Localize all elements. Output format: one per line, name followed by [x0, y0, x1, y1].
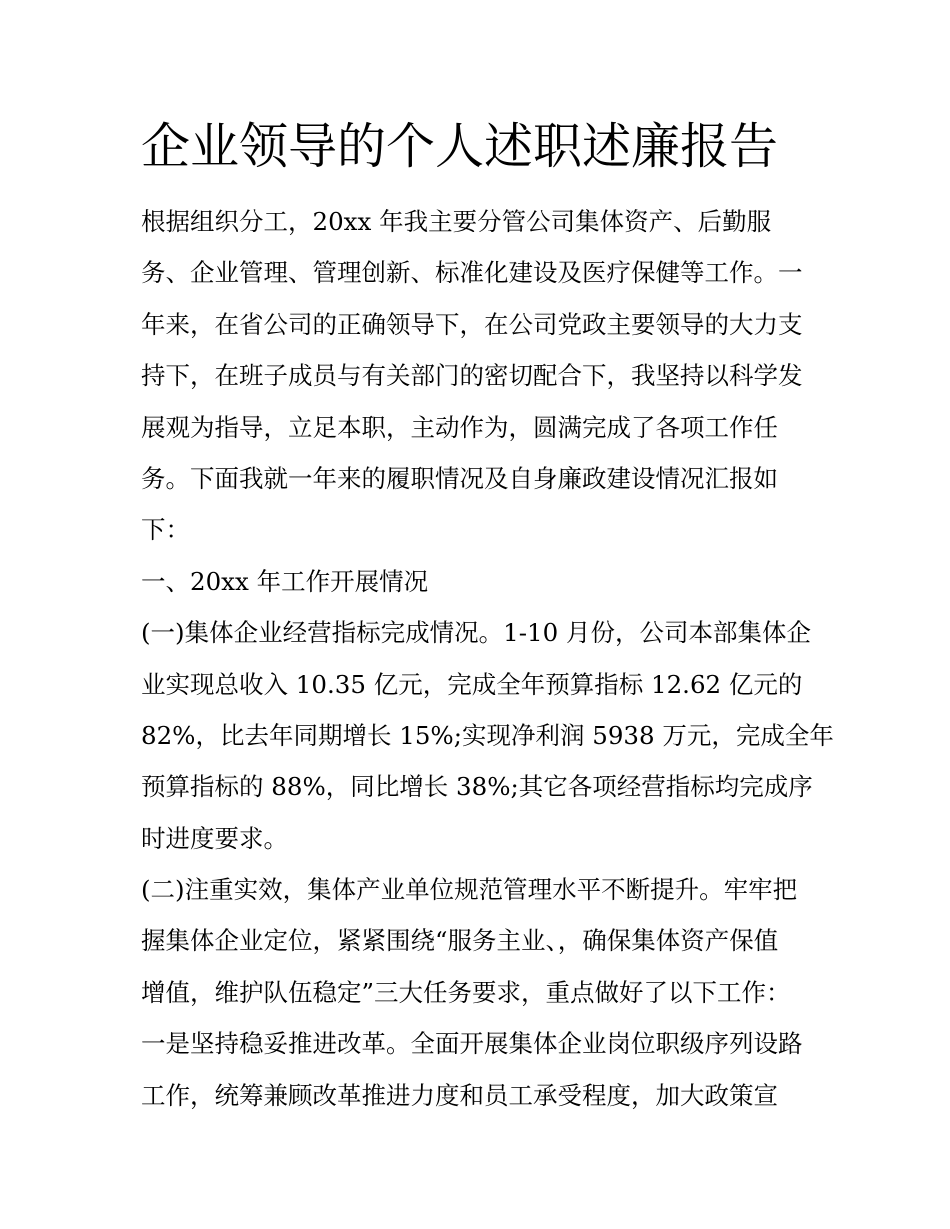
paragraph-line: 时进度要求。 [141, 823, 288, 853]
paragraph-line: 握集体企业定位，紧紧围绕“服务主业、，确保集体资产保值 [141, 926, 779, 956]
document-title: 企业领导的个人述职述廉报告 [141, 118, 779, 175]
paragraph-line: 下： [141, 515, 190, 545]
paragraph-line: (一)集体企业经营指标完成情况。1-10 月份，公司本部集体企 [141, 618, 811, 648]
paragraph-line: 持下，在班子成员与有关部门的密切配合下，我坚持以科学发 [141, 361, 803, 391]
paragraph-line: 展观为指导，立足本职，主动作为，圆满完成了各项工作任 [141, 412, 778, 442]
section-heading: 一、20xx 年工作开展情况 [141, 566, 429, 596]
paragraph-line: 业实现总收入 10.35 亿元，完成全年预算指标 12.62 亿元的 [141, 669, 803, 699]
document-body [141, 196, 834, 1121]
paragraph-line: (二)注重实效，集体产业单位规范管理水平不断提升。牢牢把 [141, 875, 798, 905]
paragraph-line: 务。下面我就一年来的履职情况及自身廉政建设情况汇报如 [141, 463, 778, 493]
paragraph-line: 预算指标的 88%，同比增长 38%;其它各项经营指标均完成序 [141, 772, 813, 802]
paragraph-line: 年来，在省公司的正确领导下，在公司党政主要领导的大力支 [141, 309, 803, 339]
paragraph-line: 增值，维护队伍稳定”三大任务要求，重点做好了以下工作： [141, 977, 791, 1007]
paragraph-line: 根据组织分工，20xx 年我主要分管公司集体资产、后勤服 [141, 207, 772, 236]
paragraph-line: 务、企业管理、管理创新、标准化建设及医疗保健等工作。一 [141, 258, 803, 288]
paragraph-line: 一是坚持稳妥推进改革。全面开展集体企业岗位职级序列设路 [141, 1029, 803, 1059]
paragraph-line: 82%，比去年同期增长 15%;实现净利润 5938 万元，完成全年 [141, 720, 834, 750]
paragraph-line: 工作，统筹兼顾改革推进力度和员工承受程度，加大政策宣 [141, 1080, 778, 1110]
